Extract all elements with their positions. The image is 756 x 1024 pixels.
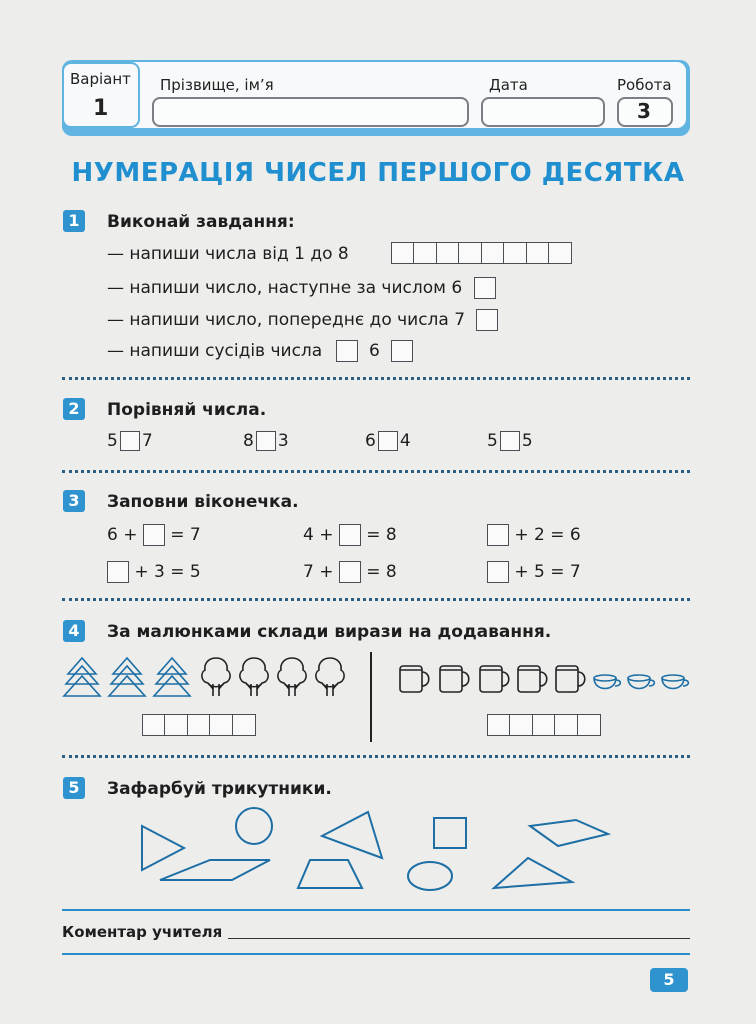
round-tree-icon [278, 658, 306, 696]
mug-icon [518, 666, 547, 692]
variant-number: 1 [93, 96, 109, 121]
round-tree-icon [316, 658, 344, 696]
trapezoid-shape [298, 860, 362, 888]
answer-box[interactable] [339, 561, 361, 583]
task-5-badge: 5 [63, 777, 85, 799]
variant-label: Варіант [70, 70, 131, 88]
equation-left: 4 + [303, 525, 334, 545]
answer-cell[interactable] [187, 714, 211, 736]
equation-right: = 7 [170, 525, 201, 545]
equation [303, 561, 397, 583]
answer-cell[interactable] [413, 242, 437, 264]
rhombus-shape [530, 820, 608, 846]
round-tree-icon [202, 658, 230, 696]
task-3-badge: 3 [63, 490, 85, 512]
equation [487, 561, 581, 583]
answer-cell[interactable] [509, 714, 533, 736]
compare-right: 7 [141, 431, 153, 451]
teacher-comment-line[interactable] [228, 938, 690, 939]
compare-pair [107, 431, 153, 451]
mug-icon [440, 666, 469, 692]
equation-right: = 8 [366, 525, 397, 545]
equation-right: + 2 = 6 [514, 525, 581, 545]
separator [62, 598, 690, 601]
separator [62, 377, 690, 380]
fir-tree-icon [64, 658, 100, 696]
answer-cell[interactable] [577, 714, 601, 736]
task-1-line-4 [107, 340, 413, 362]
answer-box[interactable] [487, 524, 509, 546]
equation-left: 6 + [107, 525, 138, 545]
answer-box[interactable] [336, 340, 358, 362]
compare-left: 6 [365, 431, 376, 451]
cup-icon [628, 675, 654, 689]
answer-cell[interactable] [487, 714, 511, 736]
task-1-line-2 [107, 277, 496, 299]
work-label: Робота [617, 76, 672, 94]
triangle-shape [322, 812, 382, 858]
answer-cell[interactable] [481, 242, 505, 264]
answer-box[interactable] [143, 524, 165, 546]
compare-left: 5 [487, 431, 498, 451]
answer-cell[interactable] [532, 714, 556, 736]
fir-tree-icon [109, 658, 145, 696]
task-1-line-3-text: — напиши число, попереднє до числа 7 [107, 310, 466, 330]
answer-cell[interactable] [164, 714, 188, 736]
task-5-title: Зафарбуй трикутники. [107, 779, 332, 799]
answer-box[interactable] [339, 524, 361, 546]
task-1-line-3 [107, 309, 498, 331]
answer-box[interactable] [487, 561, 509, 583]
task-4-answer-cells-left[interactable] [143, 714, 256, 736]
answer-box[interactable] [474, 277, 496, 299]
equation-right: + 5 = 7 [514, 562, 581, 582]
separator [62, 755, 690, 758]
date-label: Дата [489, 76, 528, 94]
task-4-answer-cells-right[interactable] [488, 714, 601, 736]
task-1-title: Виконай завдання: [107, 212, 295, 232]
equation [487, 524, 581, 546]
answer-cell[interactable] [503, 242, 527, 264]
answer-cell[interactable] [209, 714, 233, 736]
mug-icon [480, 666, 509, 692]
task-2-title: Порівняй числа. [107, 400, 267, 420]
page-number: 5 [650, 968, 688, 992]
parallelogram-shape [160, 860, 270, 880]
answer-cell[interactable] [142, 714, 166, 736]
teacher-comment-label: Коментар учителя [62, 923, 223, 941]
task-1-neighbour-number: 6 [369, 341, 380, 361]
answer-cell[interactable] [391, 242, 415, 264]
cup-icon [594, 675, 620, 689]
answer-cell[interactable] [232, 714, 256, 736]
task-2-badge: 2 [63, 398, 85, 420]
compare-pair [243, 431, 289, 451]
compare-box[interactable] [256, 431, 276, 451]
compare-left: 8 [243, 431, 254, 451]
answer-box[interactable] [476, 309, 498, 331]
compare-box[interactable] [500, 431, 520, 451]
answer-cell[interactable] [548, 242, 572, 264]
task-1-line-4-text: — напиши сусідів числа [107, 341, 323, 361]
name-label: Прізвище, ім’я [160, 76, 274, 94]
compare-box[interactable] [120, 431, 140, 451]
footer-rule-bottom [62, 953, 690, 955]
compare-right: 3 [277, 431, 289, 451]
task-1-badge: 1 [63, 210, 85, 232]
work-number: 3 [637, 99, 651, 123]
task-1-line-1 [107, 244, 349, 264]
task-4-badge: 4 [63, 620, 85, 642]
equation [107, 561, 201, 583]
task-5-shapes[interactable] [130, 800, 620, 900]
triangle-shape [494, 858, 572, 888]
task-3-title: Заповни віконечка. [107, 492, 299, 512]
square-shape [434, 818, 466, 848]
compare-right: 5 [521, 431, 533, 451]
page-title: НУМЕРАЦІЯ ЧИСЕЛ ПЕРШОГО ДЕСЯТКА [71, 158, 685, 188]
answer-cell[interactable] [526, 242, 550, 264]
equation [107, 524, 201, 546]
compare-pair [487, 431, 533, 451]
compare-box[interactable] [378, 431, 398, 451]
answer-cell[interactable] [554, 714, 578, 736]
separator [62, 470, 690, 473]
cup-icon [662, 675, 688, 689]
compare-left: 5 [107, 431, 118, 451]
task-1-line-2-text: — напиши число, наступне за числом 6 [107, 278, 463, 298]
date-field[interactable] [481, 97, 605, 127]
triangle-shape [142, 826, 184, 870]
compare-right: 4 [399, 431, 411, 451]
compare-pair [365, 431, 411, 451]
mug-icon [556, 666, 585, 692]
task-1-answer-cells[interactable] [392, 242, 572, 264]
fir-tree-icon [154, 658, 190, 696]
equation-right: + 3 = 5 [134, 562, 201, 582]
equation-left: 7 + [303, 562, 334, 582]
footer-rule-top [62, 909, 690, 911]
equation-right: = 8 [366, 562, 397, 582]
answer-box[interactable] [107, 561, 129, 583]
task-1-line-1-text: — напиши числа від 1 до 8 [107, 244, 349, 264]
answer-box[interactable] [391, 340, 413, 362]
answer-cell[interactable] [436, 242, 460, 264]
answer-cell[interactable] [458, 242, 482, 264]
task-4-title: За малюнками склади вирази на додавання. [107, 622, 552, 642]
equation [303, 524, 397, 546]
oval-shape [408, 862, 452, 890]
name-field[interactable] [152, 97, 469, 127]
circle-shape [236, 808, 272, 844]
round-tree-icon [240, 658, 268, 696]
mug-icon [400, 666, 429, 692]
